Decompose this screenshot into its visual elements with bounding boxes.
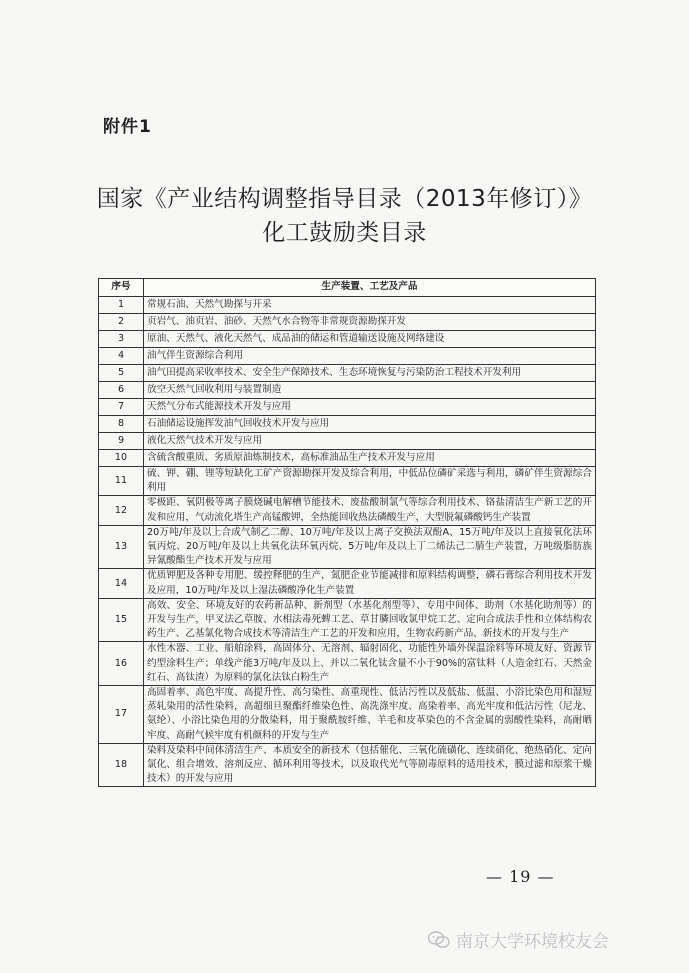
- watermark-text: 南京大学环境校友会: [456, 932, 609, 952]
- row-content: 优质钾肥及各种专用肥、缓控释肥的生产，氮肥企业节能减排和原料结构调整，磷石膏综合利用技术开发及应用，10万吨/年及以上湿法磷酸净化生产装置: [144, 569, 596, 598]
- table-header-row: [99, 279, 596, 297]
- table-row: [99, 686, 596, 744]
- row-number: 15: [99, 598, 144, 642]
- row-number: 17: [99, 686, 144, 744]
- row-number: 14: [99, 569, 144, 598]
- row-content: 放空天然气回收利用与装置制造: [144, 382, 596, 399]
- table-row: [99, 382, 596, 399]
- header-no: 序号: [99, 279, 144, 297]
- table-row: [99, 642, 596, 686]
- row-content: 20万吨/年及以上合成气制乙二醇、10万吨/年及以上离子交换法双酚A、15万吨/年及以上直接氧化法环氧丙烷、20万吨/年及以上共氧化法环氧丙烷、5万吨/年及以上丁二烯法己二腈生产装置，万吨级脂肪族异氰酸酯生产技术开发与应用: [144, 525, 596, 569]
- row-content: 水性木器、工业、船舶涂料，高固体分、无溶剂、辐射固化、功能性外墙外保温涂料等环境友好、资源节约型涂料生产；单线产能3万吨/年及以上、并以二氧化钛含量不小于90%的富钛料（人造金红石、天然金红石、高钛渣）为原料的氯化法钛白粉生产: [144, 642, 596, 686]
- row-number: 3: [99, 331, 144, 348]
- page-number: — 19 —: [486, 867, 555, 886]
- row-number: 13: [99, 525, 144, 569]
- table-row: [99, 433, 596, 450]
- wechat-icon: [428, 931, 450, 949]
- row-number: 9: [99, 433, 144, 450]
- row-content: 石油储运设施挥发油气回收技术开发与应用: [144, 416, 596, 433]
- row-number: 8: [99, 416, 144, 433]
- row-number: 6: [99, 382, 144, 399]
- row-content: 页岩气、油页岩、油砂、天然气水合物等非常规资源勘探开发: [144, 314, 596, 331]
- row-content: 原油、天然气、液化天然气、成品油的储运和管道输送设施及网络建设: [144, 331, 596, 348]
- table-row: [99, 399, 596, 416]
- table-row: [99, 416, 596, 433]
- table-row: [99, 525, 596, 569]
- table-row: [99, 450, 596, 467]
- table-row: [99, 598, 596, 642]
- table-row: [99, 348, 596, 365]
- row-number: 12: [99, 496, 144, 525]
- row-number: 7: [99, 399, 144, 416]
- row-content: 天然气分布式能源技术开发与应用: [144, 399, 596, 416]
- attachment-label: 附件1: [103, 117, 152, 137]
- row-content: 常规石油、天然气勘探与开采: [144, 297, 596, 314]
- row-number: 2: [99, 314, 144, 331]
- row-content: 油气田提高采收率技术、安全生产保障技术、生态环境恢复与污染防治工程技术开发利用: [144, 365, 596, 382]
- table-row: [99, 365, 596, 382]
- table-row: [99, 743, 596, 787]
- row-content: 高固着率、高色牢度、高提升性、高匀染性、高重现性、低沾污性以及低盐、低温、小浴比染色用和湿短蒸轧染用的活性染料，高超细旦聚酯纤维染色性、高洗涤牢度、高染着率、高光牢度和低沾污性（尼龙、氨纶）、小浴比染色用的分散染料，用于聚酰胺纤维、羊毛和皮革染色的不含金属的弱酸性染料，高耐晒牢度、高耐气候牢度有机颜料的开发与生产: [144, 686, 596, 744]
- row-content: 零极距、氧阴极等离子膜烧碱电解槽节能技术、废盐酸制氯气等综合利用技术、铬盐清洁生产新工艺的开发和应用，气动流化塔生产高锰酸钾，全热能回收热法磷酸生产，大型脱氟磷酸钙生产装置: [144, 496, 596, 525]
- catalog-table: [98, 278, 596, 787]
- watermark: [428, 927, 609, 952]
- table-row: [99, 314, 596, 331]
- header-content: 生产装置、工艺及产品: [144, 279, 596, 297]
- row-number: 5: [99, 365, 144, 382]
- table-row: [99, 496, 596, 525]
- row-content: 含硫含酸重质、劣质原油炼制技术，高标准油品生产技术开发与应用: [144, 450, 596, 467]
- row-number: 18: [99, 743, 144, 787]
- row-number: 10: [99, 450, 144, 467]
- document-title-line2: 化工鼓励类目录: [262, 220, 427, 246]
- row-number: 1: [99, 297, 144, 314]
- row-number: 11: [99, 467, 144, 496]
- row-content: 高效、安全、环境友好的农药新品种、新剂型（水基化剂型等）、专用中间体、助剂（水基化助剂等）的开发与生产，甲叉法乙草胺、水相法毒死蜱工艺、草甘膦回收氯甲烷工艺、定向合成法手性和立体结构农药生产、乙基氯化物合成技术等清洁生产工艺的开发和应用，生物农药新产品、新技术的开发与生产: [144, 598, 596, 642]
- table-row: [99, 331, 596, 348]
- table-row: [99, 467, 596, 496]
- row-number: 4: [99, 348, 144, 365]
- table-row: [99, 297, 596, 314]
- row-content: 染料及染料中间体清洁生产、本质安全的新技术（包括催化、三氧化硫磺化、连续硝化、绝热硝化、定向氯化、组合增效、溶剂反应、循环利用等技术，以及取代光气等剧毒原料的适用技术，膜过滤和原浆干燥技术）的开发与应用: [144, 743, 596, 787]
- row-content: 硫、钾、硼、锂等短缺化工矿产资源勘探开发及综合利用，中低品位磷矿采选与利用，磷矿伴生资源综合利用: [144, 467, 596, 496]
- table-body: [99, 297, 596, 787]
- row-number: 16: [99, 642, 144, 686]
- table-row: [99, 569, 596, 598]
- row-content: 油气伴生资源综合利用: [144, 348, 596, 365]
- document-title-line1: 国家《产业结构调整指导目录（2013年修订）》: [96, 186, 593, 212]
- row-content: 液化天然气技术开发与应用: [144, 433, 596, 450]
